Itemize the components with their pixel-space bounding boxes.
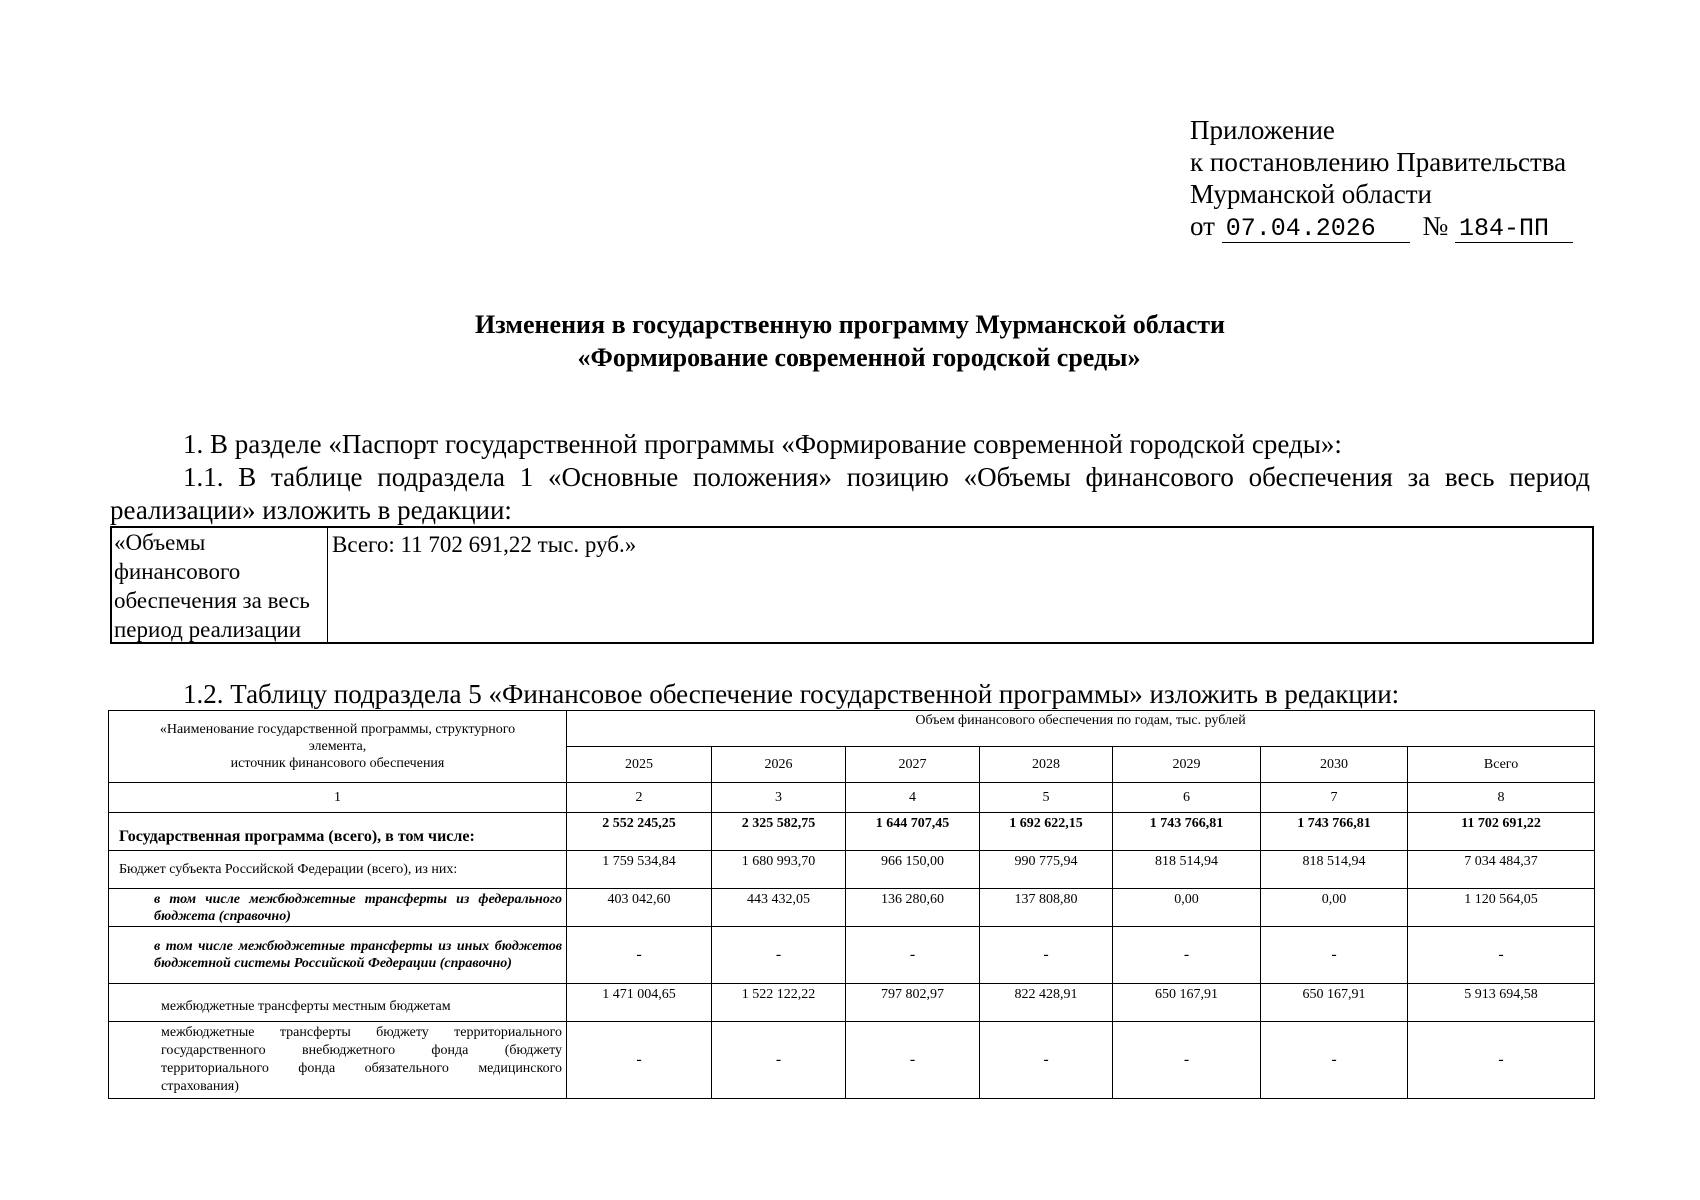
resolution-number: 184-ПП bbox=[1455, 216, 1573, 243]
resolution-date: 07.04.2026 bbox=[1222, 216, 1410, 243]
value-cell: 650 167,91 bbox=[1261, 984, 1408, 1022]
header-line: элемента, bbox=[308, 739, 367, 754]
table-row bbox=[109, 1022, 1595, 1099]
value-cell: 1 471 004,65 bbox=[567, 984, 712, 1022]
header-row bbox=[109, 711, 1595, 747]
value-cell: 1 644 707,45 bbox=[846, 813, 980, 851]
volume-header-cell: Объем финансового обеспечения по годам, тыс. рублей bbox=[567, 711, 1595, 747]
appendix-title: Приложение bbox=[1190, 115, 1335, 145]
label-line: «Объемы bbox=[114, 530, 206, 555]
total-cell: 5 913 694,58 bbox=[1408, 984, 1595, 1022]
header-line: источник финансового обеспечения bbox=[230, 756, 445, 771]
year-cell: 2030 bbox=[1261, 747, 1408, 783]
paragraph-1-2: 1.2. Таблицу подраздела 5 «Финансовое обеспечение государственной программы» изложить в редакции: bbox=[183, 679, 1400, 709]
financing-table bbox=[108, 710, 1595, 1099]
label-line: финансового bbox=[114, 559, 241, 584]
label-line: обеспечения за весь bbox=[114, 588, 310, 613]
header-line: «Наименование государственной программы, структурного bbox=[159, 722, 516, 737]
value-cell: - bbox=[712, 1022, 846, 1099]
row-label: Государственная программа (всего), в том числе: bbox=[109, 813, 567, 851]
value-cell: 650 167,91 bbox=[1113, 984, 1261, 1022]
total-cell: 11 702 691,22 bbox=[1408, 813, 1595, 851]
value-cell: 2 325 582,75 bbox=[712, 813, 846, 851]
appendix-block bbox=[1190, 114, 1573, 243]
col-number: 6 bbox=[1113, 783, 1261, 813]
from-prefix: от bbox=[1190, 211, 1215, 241]
row-label: в том числе межбюджетные трансферты из федерального бюджета (справочно) bbox=[109, 889, 567, 927]
value-cell: 403 042,60 bbox=[567, 889, 712, 927]
table-row bbox=[109, 813, 1595, 851]
value-cell: 1 522 122,22 bbox=[712, 984, 846, 1022]
total-year-cell: Всего bbox=[1408, 747, 1595, 783]
value-cell: 137 808,80 bbox=[980, 889, 1113, 927]
value-cell: 1 680 993,70 bbox=[712, 851, 846, 889]
col-number: 3 bbox=[712, 783, 846, 813]
table-row bbox=[109, 851, 1595, 889]
document-title bbox=[0, 308, 1700, 374]
row-label: межбюджетные трансферты бюджету территориального государственного внебюджетного фонда (бюджету территориального фонда обязательного медицинского страхования) bbox=[109, 1022, 567, 1099]
value-cell: 818 514,94 bbox=[1261, 851, 1408, 889]
col-number: 4 bbox=[846, 783, 980, 813]
paragraph-1: 1. В разделе «Паспорт государственной программы «Формирование современной городской среды»: bbox=[183, 429, 1342, 459]
table-row bbox=[109, 927, 1595, 984]
appendix-date-line bbox=[1190, 210, 1573, 243]
row-label: межбюджетные трансферты местным бюджетам bbox=[109, 984, 567, 1022]
year-cell: 2029 bbox=[1113, 747, 1261, 783]
number-prefix: № bbox=[1422, 211, 1449, 241]
value-cell: 1 692 622,15 bbox=[980, 813, 1113, 851]
financing-volume-value: Всего: 11 702 691,22 тыс. руб.» bbox=[332, 532, 637, 557]
total-cell: - bbox=[1408, 1022, 1595, 1099]
value-cell: 797 802,97 bbox=[846, 984, 980, 1022]
value-cell: - bbox=[846, 1022, 980, 1099]
title-line-1: Изменения в государственную программу Мурманской области bbox=[475, 310, 1225, 339]
col-number: 5 bbox=[980, 783, 1113, 813]
title-line-2: «Формирование современной городской среды» bbox=[577, 343, 1141, 372]
value-cell: 0,00 bbox=[1113, 889, 1261, 927]
row-label: в том числе межбюджетные трансферты из иных бюджетов бюджетной системы Российской Федерации (справочно) bbox=[109, 927, 567, 984]
value-cell: - bbox=[1113, 927, 1261, 984]
appendix-region: Мурманской области bbox=[1190, 179, 1432, 209]
paragraph-1-1: 1.1. В таблице подраздела 1 «Основные положения» позицию «Объемы финансового обеспечения за весь период реализации» изложить в редакции: bbox=[110, 462, 1590, 525]
column-numbers-row bbox=[109, 783, 1595, 813]
col-number: 8 bbox=[1408, 783, 1595, 813]
value-cell: 0,00 bbox=[1261, 889, 1408, 927]
value-cell: 136 280,60 bbox=[846, 889, 980, 927]
year-cell: 2026 bbox=[712, 747, 846, 783]
col-number: 1 bbox=[109, 783, 567, 813]
value-cell: - bbox=[846, 927, 980, 984]
value-cell: - bbox=[567, 1022, 712, 1099]
year-cell: 2025 bbox=[567, 747, 712, 783]
row-label: Бюджет субъекта Российской Федерации (всего), из них: bbox=[109, 851, 567, 889]
total-cell: 7 034 484,37 bbox=[1408, 851, 1595, 889]
name-header-cell bbox=[109, 711, 567, 783]
value-cell: 1 743 766,81 bbox=[1113, 813, 1261, 851]
total-cell: 1 120 564,05 bbox=[1408, 889, 1595, 927]
value-cell: 443 432,05 bbox=[712, 889, 846, 927]
value-cell: - bbox=[1261, 1022, 1408, 1099]
year-cell: 2027 bbox=[846, 747, 980, 783]
value-cell: 1 759 534,84 bbox=[567, 851, 712, 889]
year-cell: 2028 bbox=[980, 747, 1113, 783]
value-cell: - bbox=[1113, 1022, 1261, 1099]
col-number: 7 bbox=[1261, 783, 1408, 813]
value-cell: - bbox=[712, 927, 846, 984]
financing-volume-table bbox=[110, 526, 1594, 644]
value-cell: 966 150,00 bbox=[846, 851, 980, 889]
label-line: период реализации bbox=[114, 617, 302, 642]
value-cell: - bbox=[567, 927, 712, 984]
value-cell: 818 514,94 bbox=[1113, 851, 1261, 889]
value-cell: 1 743 766,81 bbox=[1261, 813, 1408, 851]
table-row bbox=[109, 889, 1595, 927]
value-cell: 822 428,91 bbox=[980, 984, 1113, 1022]
value-cell: 2 552 245,25 bbox=[567, 813, 712, 851]
value-cell: - bbox=[980, 1022, 1113, 1099]
value-cell: - bbox=[1261, 927, 1408, 984]
col-number: 2 bbox=[567, 783, 712, 813]
value-cell: - bbox=[980, 927, 1113, 984]
financing-volume-label bbox=[112, 528, 328, 642]
total-cell: - bbox=[1408, 927, 1595, 984]
appendix-resolution: к постановлению Правительства bbox=[1190, 147, 1567, 177]
table-row bbox=[109, 984, 1595, 1022]
value-cell: 990 775,94 bbox=[980, 851, 1113, 889]
